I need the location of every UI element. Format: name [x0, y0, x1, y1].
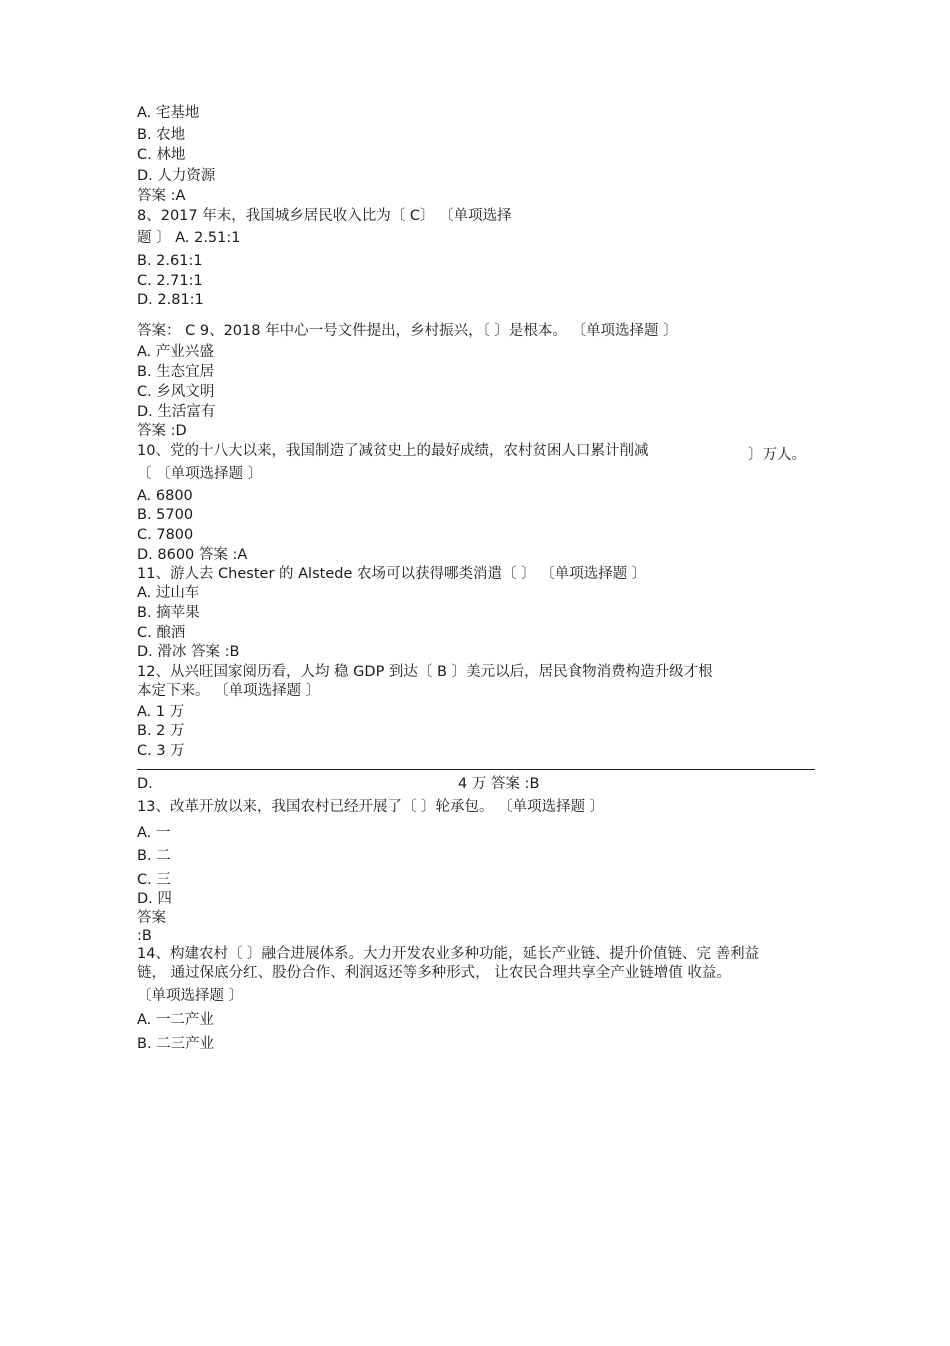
- q8-option-c: C. 2.71:1: [137, 273, 203, 289]
- q10-type: 〔 〔单项选择题 〕: [137, 466, 263, 482]
- q10-question: 10、党的十八大以来，我国制造了减贫史上的最好成绩，农村贫困人口累计削减: [137, 443, 649, 459]
- q12-option-d-label: D.: [137, 776, 153, 792]
- q9-option-a: A. 产业兴盛: [137, 344, 214, 360]
- q10-option-c: C. 7800: [137, 527, 194, 543]
- q10-option-a: A. 6800: [137, 488, 193, 504]
- q9-option-c: C. 乡风文明: [137, 384, 215, 400]
- q10-option-d-answer: D. 8600 答案 :A: [137, 547, 248, 563]
- q11-question: 11、游人去 Chester 的 Alstede 农场可以获得哪类消遣〔 〕 〔单项选择题 〕: [137, 566, 647, 582]
- q7-option-a: A. 宅基地: [137, 105, 200, 121]
- q14-question: 14、构建农村〔 〕融合进展体系。大力开发农业多种功能，延长产业链、提升价值链、完 善利益: [137, 946, 760, 962]
- q13-option-b: B. 二: [137, 848, 171, 864]
- q14-type: 〔单项选择题 〕: [137, 988, 244, 1004]
- q12-question: 12、从兴旺国家阅历看，人均 稳 GDP 到达〔 B 〕美元以后，居民食物消费构造升级才根: [137, 664, 713, 680]
- q7-option-c: C. 林地: [137, 147, 186, 163]
- q13-option-a: A. 一: [137, 825, 171, 841]
- q9-option-b: B. 生态宜居: [137, 364, 215, 380]
- q11-option-a: A. 过山车: [137, 585, 200, 601]
- q12-option-c: C. 3 万: [137, 743, 185, 759]
- q14-option-b: B. 二三产业: [137, 1036, 215, 1052]
- q9-option-d: D. 生活富有: [137, 404, 216, 420]
- q7-option-d: D. 人力资源: [137, 168, 216, 184]
- q8-option-b: B. 2.61:1: [137, 253, 203, 269]
- q13-option-d: D. 四: [137, 891, 172, 907]
- q13-question: 13、改革开放以来，我国农村已经开展了〔 〕轮承包。 〔单项选择题 〕: [137, 799, 605, 815]
- q12-option-d-answer: 4 万 答案 :B: [458, 776, 540, 792]
- q13-answer-label: 答案: [137, 910, 166, 926]
- q10-question-end: 〕万人。: [748, 447, 806, 463]
- q11-option-c: C. 酿酒: [137, 625, 186, 641]
- q7-option-b: B. 农地: [137, 127, 186, 143]
- q7-answer: 答案 :A: [137, 188, 186, 204]
- q12-question-cont: 本定下来。 〔单项选择题 〕: [137, 683, 321, 699]
- q9-answer: 答案 :D: [137, 423, 187, 439]
- q14-option-a: A. 一二产业: [137, 1012, 214, 1028]
- q12-option-b: B. 2 万: [137, 723, 185, 739]
- q12-option-a: A. 1 万: [137, 704, 185, 720]
- q8-question-cont: 题 〕 A. 2.51:1: [137, 230, 241, 246]
- q14-question-cont: 链， 通过保底分红、股份合作、利润返还等多种形式， 让农民合理共享全产业链增值 收益。: [137, 965, 731, 981]
- divider-line: [137, 769, 815, 770]
- q8-option-d: D. 2.81:1: [137, 292, 204, 308]
- q11-option-b: B. 摘苹果: [137, 605, 200, 621]
- q8-answer-q9-question: 答案： C 9、2018 年中心一号文件提出，乡村振兴，〔 〕是根本。 〔单项选择题 〕: [137, 323, 678, 339]
- q8-question: 8、2017 年末，我国城乡居民收入比为〔 C〕 〔单项选择: [137, 208, 512, 224]
- q10-option-b: B. 5700: [137, 507, 194, 523]
- q13-answer-value: :B: [137, 928, 152, 944]
- q13-option-c: C. 三: [137, 872, 171, 888]
- q11-option-d-answer: D. 滑冰 答案 :B: [137, 644, 240, 660]
